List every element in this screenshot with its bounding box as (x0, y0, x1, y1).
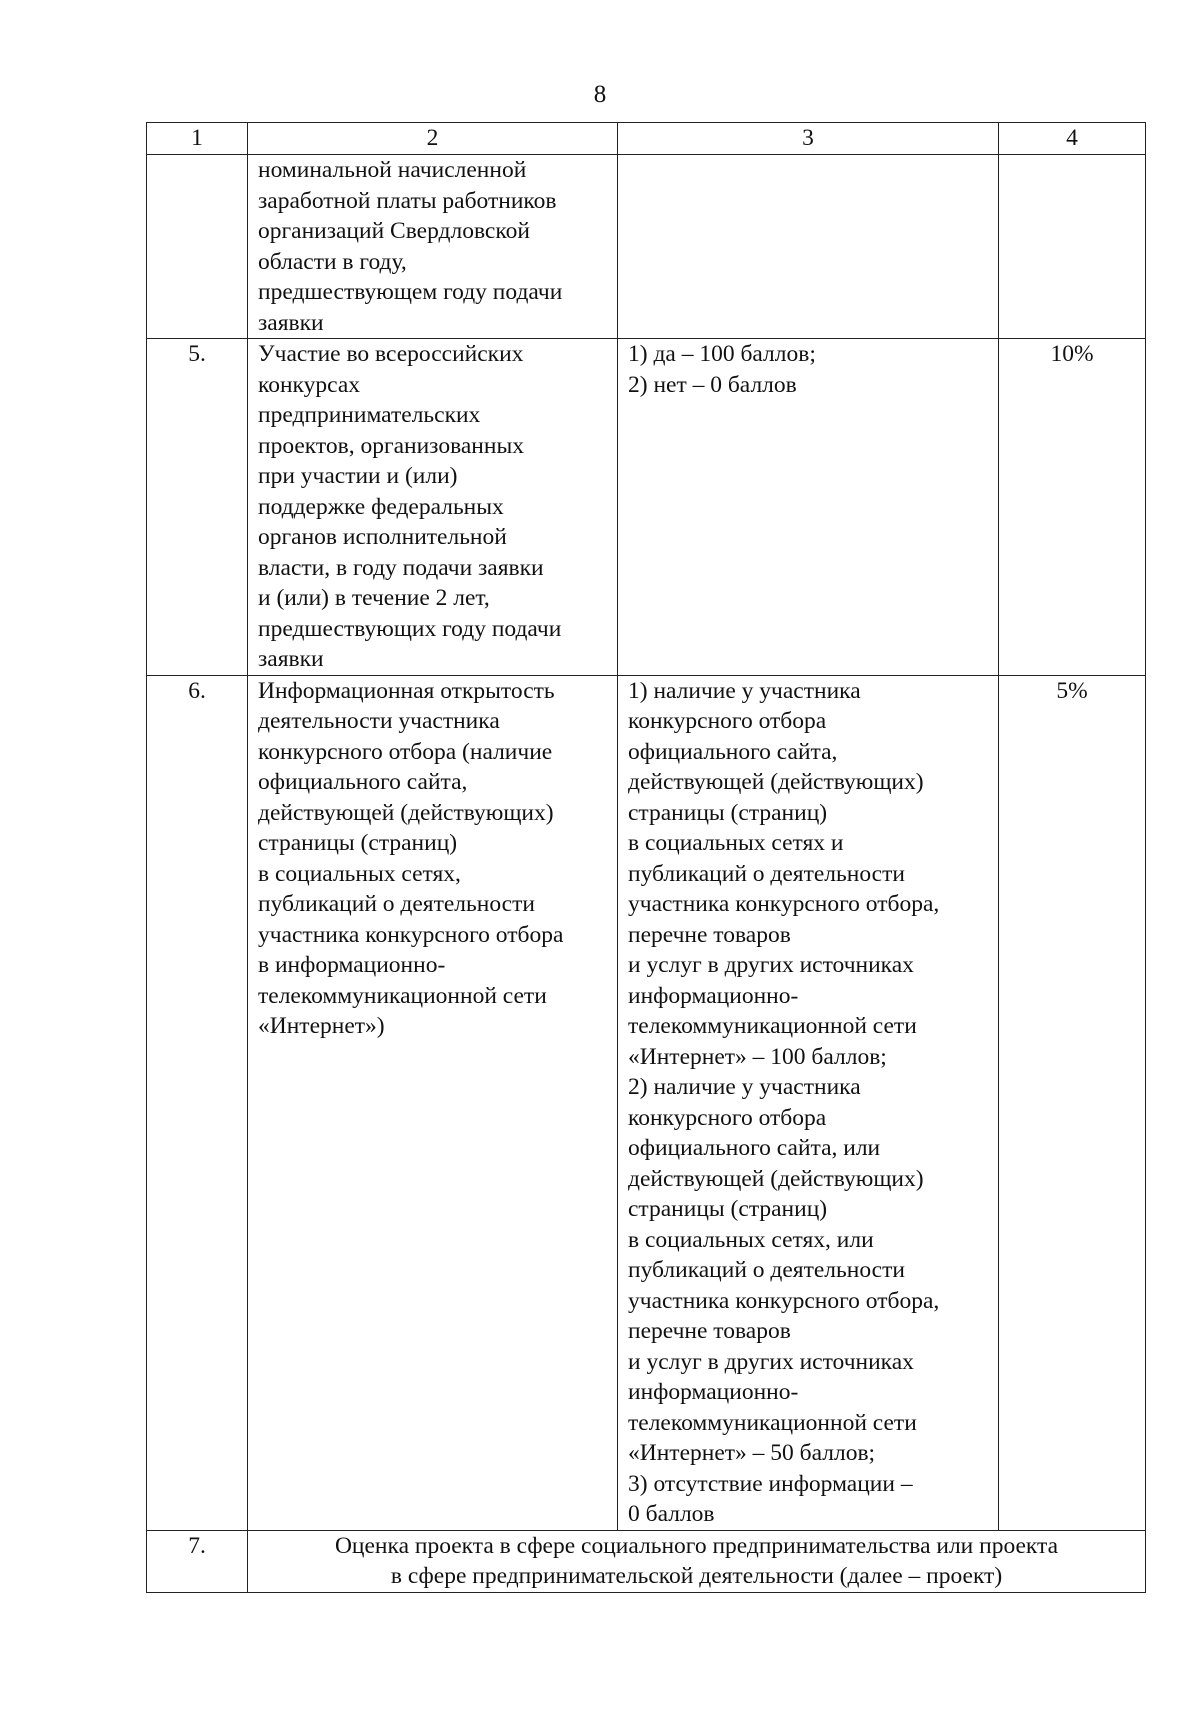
table-row (147, 1530, 1146, 1592)
header-cell-4: 4 (999, 123, 1146, 155)
header-cell-3: 3 (618, 123, 999, 155)
row-number-cell: 6. (147, 675, 248, 1530)
row-number-cell: 5. (147, 339, 248, 676)
table-row (147, 675, 1146, 1530)
row-number-cell (147, 155, 248, 339)
weight-cell (999, 155, 1146, 339)
scoring-cell (618, 155, 999, 339)
weight-cell: 5% (999, 675, 1146, 1530)
scoring-cell: 1) да – 100 баллов; 2) нет – 0 баллов (618, 339, 999, 676)
weight-cell: 10% (999, 339, 1146, 676)
table-row (147, 155, 1146, 339)
table-header-row (147, 123, 1146, 155)
criterion-cell: Информационная открытость деятельности участника конкурсного отбора (наличие официального сайта, действующей (действующих) страницы (страниц) в социальных сетях, публикаций о деятельности участника конкурсного отбора в информационно- телекоммуникационной сети «Интернет») (248, 675, 618, 1530)
criteria-table (146, 122, 1146, 1593)
header-cell-2: 2 (248, 123, 618, 155)
scoring-cell: 1) наличие у участника конкурсного отбора официального сайта, действующей (действующих) страницы (страниц) в социальных сетях и публикаций о деятельности участника конкурсного отбора, перечне товаров и услуг в других источниках информационно- телекоммуникационной сети «Интернет» – 100 баллов; 2) наличие у участника конкурсного отбора официального сайта, или действующей (действующих) страницы (страниц) в социальных сетях, или публикаций о деятельности участника конкурсного отбора, перечне товаров и услуг в других источниках информационно- телекоммуникационной сети «Интернет» – 50 баллов; 3) отсутствие информации – 0 баллов (618, 675, 999, 1530)
criterion-cell: Участие во всероссийских конкурсах предпринимательских проектов, организованных при участии и (или) поддержке федеральных органов исполнительной власти, в году подачи заявки и (или) в течение 2 лет, предшествующих году подачи заявки (248, 339, 618, 676)
page-number: 8 (593, 81, 607, 108)
table-row (147, 339, 1146, 676)
project-assessment-heading-cell: Оценка проекта в сфере социального предпринимательства или проекта в сфере предпринимательской деятельности (далее – проект) (248, 1530, 1146, 1592)
header-cell-1: 1 (147, 123, 248, 155)
row-number-cell: 7. (147, 1530, 248, 1592)
criterion-cell: номинальной начисленной заработной платы работников организаций Свердловской области в году, предшествующем году подачи заявки (248, 155, 618, 339)
